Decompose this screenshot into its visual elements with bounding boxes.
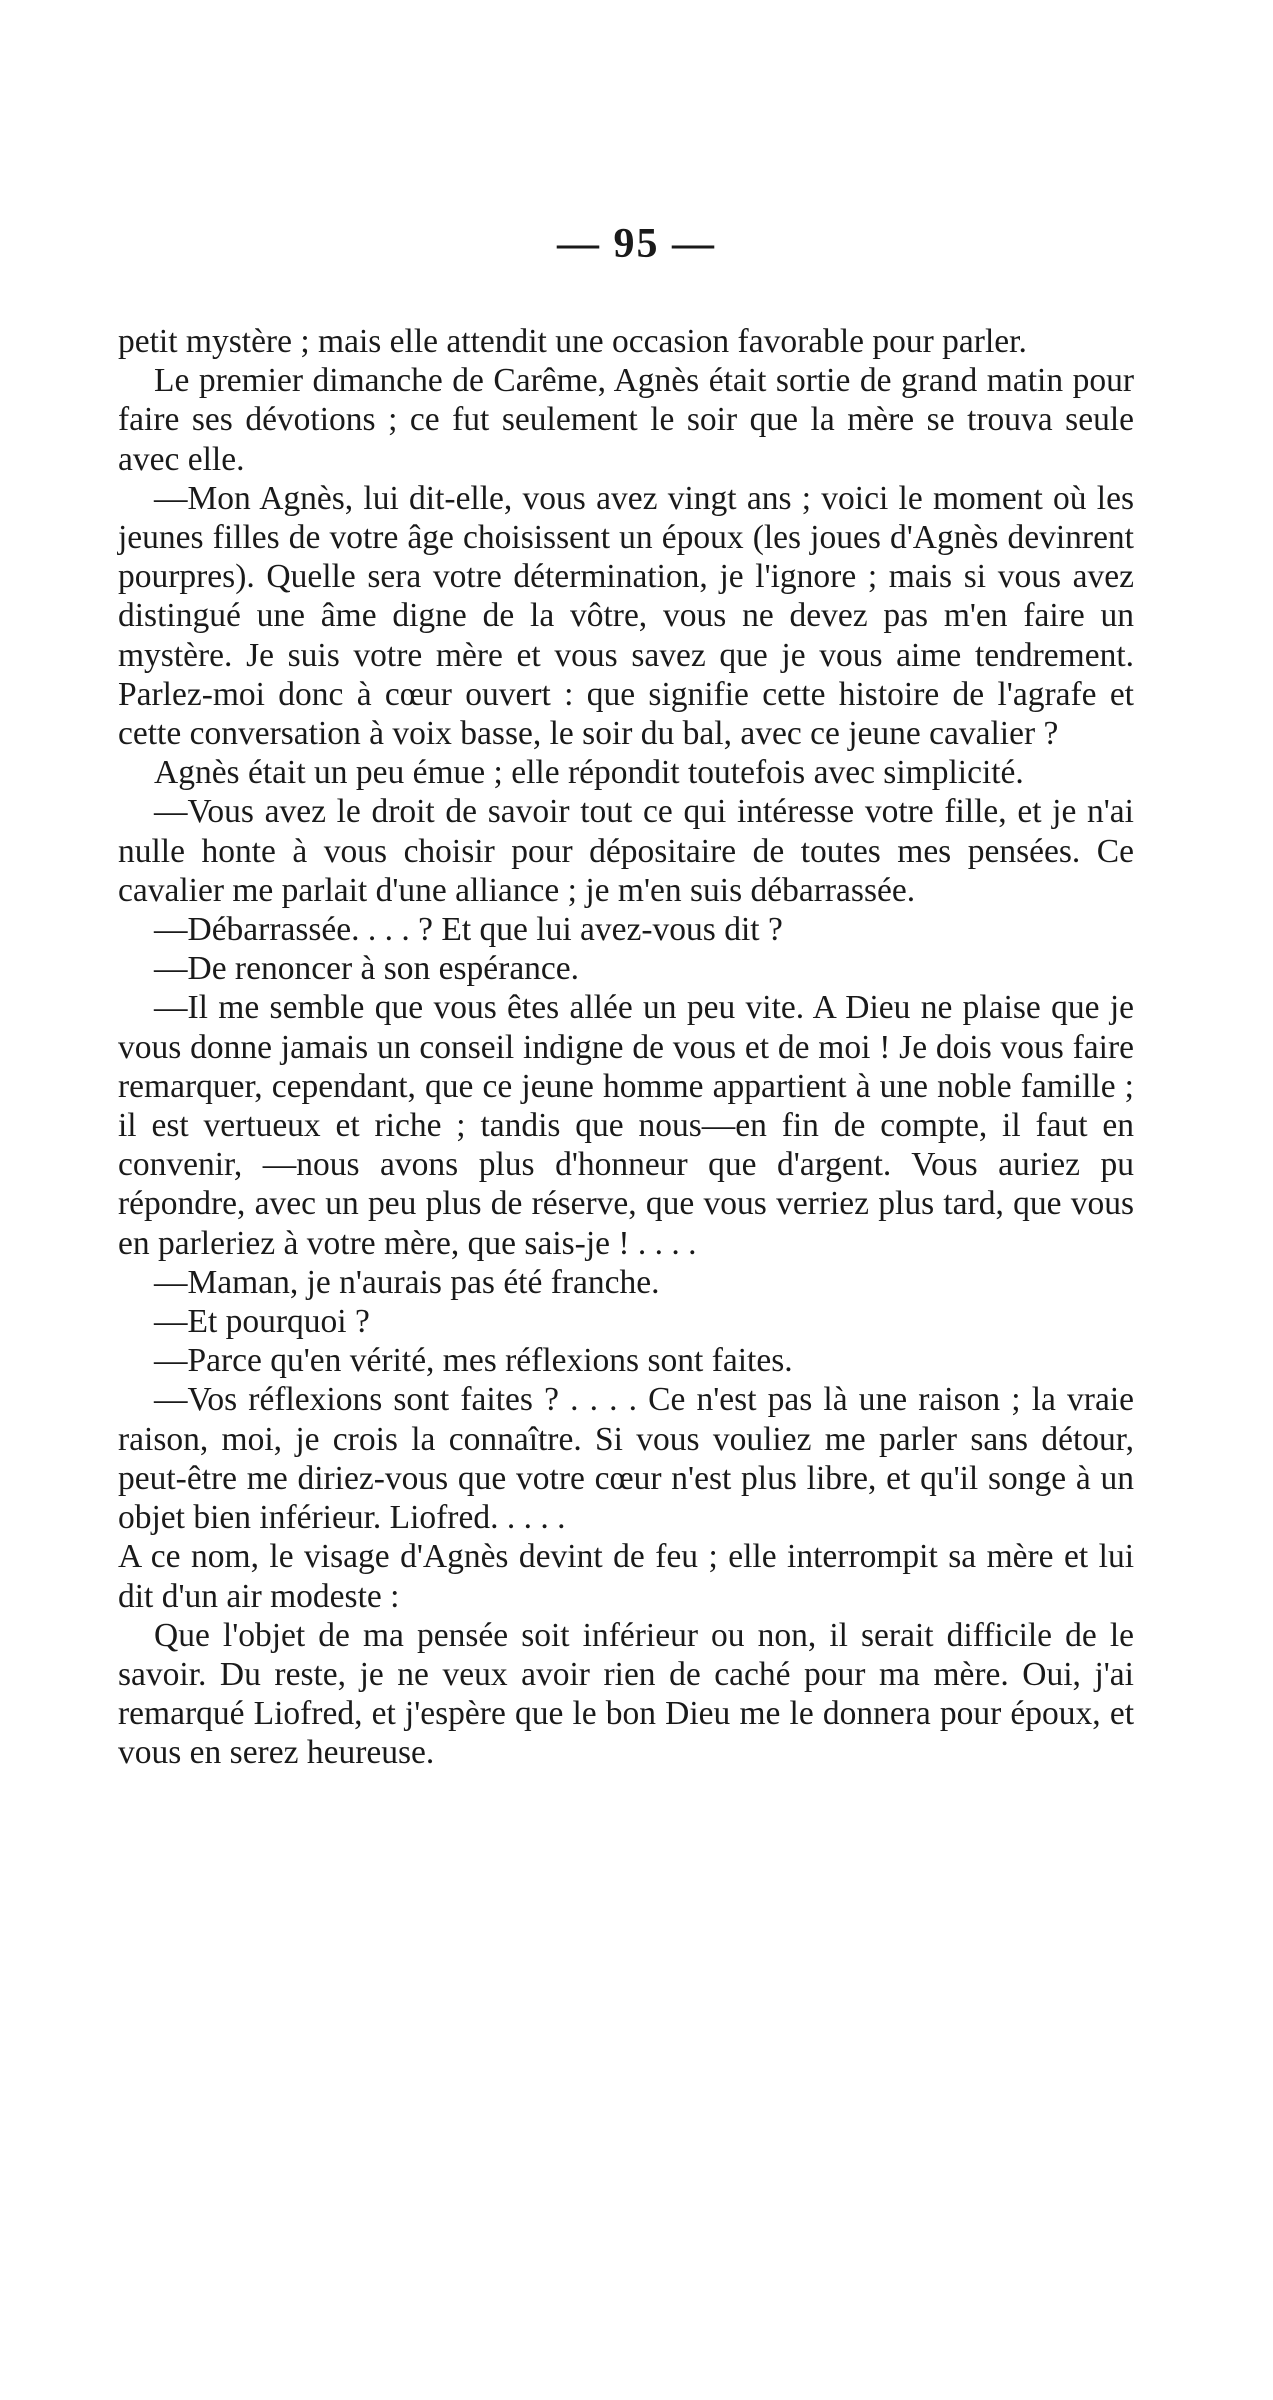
paragraph-11: —Parce qu'en vérité, mes réflexions sont faites.	[154, 1342, 793, 1380]
body-text	[118, 322, 1134, 1773]
paragraph-8: —Il me semble que vous êtes allée un peu vite. A Dieu ne plaise que je vous donne jamais un conseil indigne de vous et de moi ! Je dois vous faire remarquer, cependant, que ce jeune homme appartient à une noble famille ; il est vertueux et riche ; tandis que nous—en fin de compte, il faut en convenir, —nous avons plus d'honneur que d'argent. Vous auriez pu répondre, avec un peu plus de réserve, que vous verriez plus tard, que vous en parleriez à votre mère, que sais-je ! . . . .	[118, 989, 1134, 1262]
paragraph-6: —Débarrassée. . . . ? Et que lui avez-vous dit ?	[154, 911, 783, 949]
paragraph-10: —Et pourquoi ?	[154, 1303, 370, 1341]
paragraph-7: —De renoncer à son espérance.	[154, 950, 580, 988]
paragraph-2: Le premier dimanche de Carême, Agnès était sortie de grand matin pour faire ses dévotions ; ce fut seulement le soir que la mère se trouva seule avec elle.	[118, 362, 1134, 478]
paragraph-14: Que l'objet de ma pensée soit inférieur ou non, il serait difficile de le savoir. Du reste, je ne veux avoir rien de caché pour ma mère. Oui, j'ai remarqué Liofred, et j'espère que le bon Dieu me le donnera pour époux, et vous en serez heureuse.	[118, 1616, 1134, 1772]
paragraph-12: —Vos réflexions sont faites ? . . . . Ce n'est pas là une raison ; la vraie raison, moi, je crois la connaître. Si vous vouliez me parler sans détour, peut-être me diriez-vous que votre cœur n'est plus libre, et qu'il songe à un objet bien inférieur. Liofred. . . . .	[118, 1381, 1134, 1537]
paragraph-9: —Maman, je n'aurais pas été franche.	[154, 1263, 660, 1301]
paragraph-5: —Vous avez le droit de savoir tout ce qui intéresse votre fille, et je n'ai nulle honte à vous choisir pour dépositaire de toutes mes pensées. Ce cavalier me parlait d'une alliance ; je m'en suis débarrassée.	[118, 793, 1134, 909]
paragraph-4: Agnès était un peu émue ; elle répondit toutefois avec simplicité.	[154, 754, 1024, 792]
paragraph-13: A ce nom, le visage d'Agnès devint de feu ; elle interrompit sa mère et lui dit d'un air modeste :	[118, 1538, 1134, 1615]
paragraph-1: petit mystère ; mais elle attendit une occasion favorable pour parler.	[118, 323, 1027, 360]
paragraph-3: —Mon Agnès, lui dit-elle, vous avez vingt ans ; voici le moment où les jeunes filles de votre âge choisissent un époux (les joues d'Agnès devinrent pourpres). Quelle sera votre détermination, je l'ignore ; mais si vous avez distingué une âme digne de la vôtre, vous ne devez pas m'en faire un mystère. Je suis votre mère et vous savez que je vous aime tendrement. Parlez-moi donc à cœur ouvert : que signifie cette histoire de l'agrafe et cette conversation à voix basse, le soir du bal, avec ce jeune cavalier ?	[118, 479, 1134, 753]
page-number: — 95 —	[557, 221, 716, 267]
